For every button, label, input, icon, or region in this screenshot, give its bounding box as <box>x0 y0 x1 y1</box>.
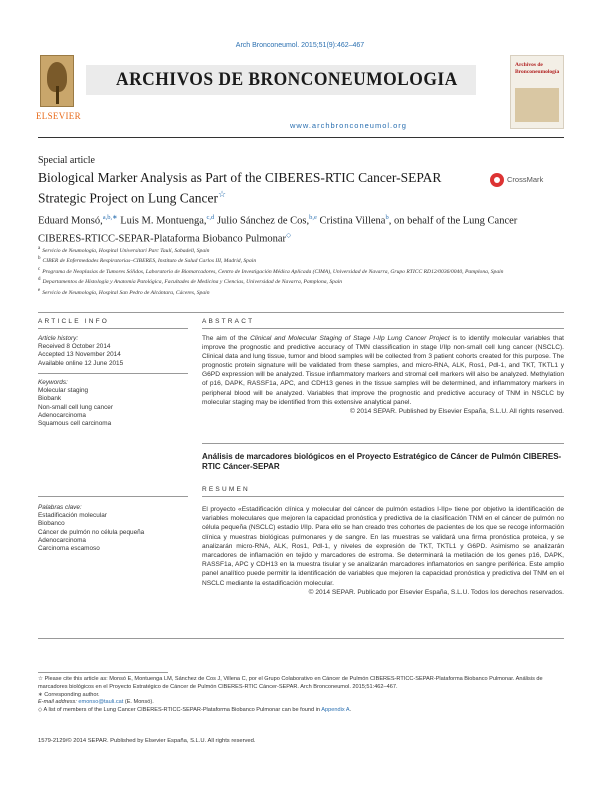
email-link[interactable]: emonso@tauli.cat <box>78 699 124 706</box>
affiliation-text: Programa de Neoplasias de Tumores Sólidos, Laboratorio de Biomarcadores, Centro de Investigación Médica Aplicada (CIMA), Universidad de Navarra, Grupo RTICC RD12/0036/0040, Pamplona, Spain <box>42 268 504 275</box>
article-info-heading: ARTICLE INFO <box>38 318 110 325</box>
keyword-item: Estadificación molecular <box>38 512 107 520</box>
resumen-body <box>202 505 564 597</box>
resumen-heading: RESUMEN <box>202 486 250 493</box>
author-list <box>38 211 564 246</box>
keyword-item: Adenocarcinoma <box>38 411 86 419</box>
crossmark-icon <box>490 173 504 187</box>
title-star-icon[interactable]: ☆ <box>217 189 227 199</box>
footnote-rule <box>38 672 168 673</box>
resumen-text: El proyecto «Estadificación clínica y molecular del cáncer de pulmón estadios I-IIp» tiene por objetivo la identificación de variables moleculares que mejoren la capacidad pronóstica y predictiva de la clasificación TNM en el cáncer de pulmón no célula pequeña (NSCLC) estadio I/IIp. Para ello se han creado tres cohortes de pacientes de los que se recoge información clínica y muestras biológicas pulmonares y de sangre. En las muestras se validará una firma pronóstica proteica, y se analizarán micro-RNA, ALK, Ros1, Pdl-1, y niveles de expresión de TKT, TKTL1 y G6PD. Asimismo se analizarán marcadores de inflamación en tejido y marcadores de estroma. Se determinará la metilación de los genes p16, DAPK, RASSF1a, APC y CDH13 en la muestra tisular y se analizarán marcadores inflamatorios en sangre periférica. Este amplio panel analítico puede permitir la identificación de variables que mejoren la capacidad pronóstica y predictiva del TNM en el NSCLC mediante la estadificación molecular. <box>202 506 564 587</box>
resumen-copyright: © 2014 SEPAR. Publicado por Elsevier España, S.L.U. Todos los derechos reservados. <box>308 588 564 596</box>
abstract-pre: The aim of the <box>202 335 251 342</box>
author-group: , on behalf of the Lung Cancer CIBERES-RTICC-SEPAR-Plataforma Biobanco Pulmonar <box>38 215 518 244</box>
author-name[interactable]: Cristina Villena <box>316 215 386 227</box>
affiliation-label: b <box>38 256 41 262</box>
author-affil-sup[interactable]: b,e <box>309 214 317 221</box>
spanish-keywords <box>38 504 188 553</box>
author-group-sup[interactable]: ◇ <box>286 231 292 239</box>
citation-line[interactable]: Arch Bronconeumol. 2015;51(9):462–467 <box>235 42 365 49</box>
affiliations <box>38 245 564 297</box>
abstract-divider <box>202 328 564 329</box>
article-type: Special article <box>38 155 95 166</box>
accepted-date: Accepted 13 November 2014 <box>38 351 121 359</box>
keyword-item: Adenocarcinoma <box>38 536 86 544</box>
article-title-text: Biological Marker Analysis as Part of the CIBERES-RTIC Cancer-SEPAR Strategic Project on Lung Cancer <box>38 170 442 206</box>
author-affil-sup[interactable]: c,d <box>206 214 215 221</box>
email-label: E-mail address: <box>38 699 79 706</box>
elsevier-tree-icon <box>40 55 74 107</box>
author-name[interactable]: Julio Sánchez de Cos, <box>214 215 310 227</box>
author-name[interactable]: Luis M. Montuenga, <box>117 215 207 227</box>
journal-url-link[interactable]: www.archbronconeumol.org <box>290 121 407 130</box>
keyword-item: Non-small cell lung cancer <box>38 403 113 411</box>
info-divider <box>38 328 188 329</box>
journal-masthead <box>38 53 564 133</box>
keyword-item: Biobank <box>38 395 62 403</box>
masthead-divider <box>38 137 564 138</box>
history-label: Article history: <box>38 335 79 342</box>
cover-image <box>515 88 559 122</box>
affiliation-label: e <box>38 287 41 293</box>
members-text: ◇ A list of members of the Lung Cancer CIBERES-RTICC-SEPAR-Plataforma Biobanco Pulmonar can be found in <box>38 707 322 714</box>
keywords <box>38 379 188 428</box>
affiliation-label: d <box>38 277 41 283</box>
issn-line: 1579-2129/© 2014 SEPAR. Published by Elsevier España, S.L.U. All rights reserved. <box>38 738 256 744</box>
abstract-body <box>202 334 564 416</box>
affiliation-text: Servicio de Neumología, Hospital Universitari Parc Taulí, Sabadell, Spain <box>42 247 210 254</box>
members-footnote <box>38 707 564 715</box>
elsevier-wordmark: ELSEVIER <box>36 111 81 121</box>
affiliation-item <box>38 287 564 297</box>
keyword-item: Cáncer de pulmón no célula pequeña <box>38 528 145 536</box>
author-name[interactable]: Eduard Monsó, <box>38 215 103 227</box>
online-date: Available online 12 June 2015 <box>38 359 124 367</box>
resumen-divider <box>202 496 564 497</box>
affiliation-label: a <box>38 246 41 251</box>
keyword-item: Molecular staging <box>38 387 89 395</box>
abstract-text: is to identify molecular variables that improve the prognostic and predictive accuracy of TMN classification in stage I/IIp non-small cell lung cancer (NSCLC). Clinical data and lung tissue, tumor and blood samples will be collected from 3 patient cohorts created for this purpose. The prognostic protein signature will be validated from these samples, and micro-RNA, ALK, Ros1, Pdl-1, and TKT, TKTL1 y G6PD expression will be analyzed. Tissue inflammatory markers and stromal cell markers will also be analyzed. Methylation of p16, DAPK, RASSF1a, APC, and CDH13 genes in the tissue samples will be determined, and inflammatory markers in peripheral blood will be analyzed. Variables that improve the prognostic and predictive accuracy of TNM in NSCLC by molecular staging may be identified from this extensive analytical panel. <box>202 335 564 406</box>
palabras-clave-label: Palabras clave: <box>38 504 82 511</box>
footnotes <box>38 676 564 715</box>
members-end: . <box>349 707 352 714</box>
affiliation-item <box>38 245 564 255</box>
email-suffix: (E. Monsó). <box>123 699 154 706</box>
body-end-divider <box>38 638 564 639</box>
section-divider <box>38 312 564 313</box>
affiliation-text: Departamentos de Histología y Anatomía Patológica, Facultades de Medicina y Ciencias, Universidad de Navarra, Pamplona, Spain <box>42 279 343 286</box>
keywords-label: Keywords: <box>38 379 68 386</box>
affiliation-item <box>38 266 564 276</box>
affiliation-item <box>38 255 564 265</box>
email-footnote <box>38 699 564 707</box>
article-history <box>38 335 188 368</box>
crossmark-badge[interactable] <box>490 172 564 190</box>
elsevier-logo[interactable] <box>36 53 81 123</box>
appendix-link[interactable]: Appendix A <box>321 707 350 714</box>
keyword-item: Carcinoma escamoso <box>38 545 100 553</box>
info-divider <box>38 373 188 374</box>
corresponding-footnote: ∗ Corresponding author. <box>38 691 100 698</box>
received-date: Received 8 October 2014 <box>38 343 111 351</box>
citation-footnote: ☆ Please cite this article as: Monsó E, Montuenga LM, Sánchez de Cos J, Villena C, por el Grupo Colaborativo en Cáncer de Pulmón CIBERES-RTICC-SEPAR-Plataforma Biobanco Pulmonar. Análisis de marcadores biológicos en el Proyecto Estratégico de Cáncer de Pulmón CIBERES-RTIC Cáncer-SEPAR. Arch Bronconeumol. 2015;51:462–467. <box>38 676 543 690</box>
article-title <box>38 169 468 207</box>
spanish-title: Análisis de marcadores biológicos en el Proyecto Estratégico de Cáncer de Pulmón CIBERES-RTIC Cáncer-SEPAR <box>202 452 562 471</box>
keyword-item: Squamous cell carcinoma <box>38 420 112 428</box>
crossmark-label: CrossMark <box>507 175 544 184</box>
affiliation-text: Servicio de Neumología, Hospital San Pedro de Alcántara, Cáceres, Spain <box>42 289 210 296</box>
author-affil-sup[interactable]: b <box>385 214 389 221</box>
keyword-item: Biobanco <box>38 520 65 528</box>
abstract-project-name: Clinical and Molecular Staging of Stage I-IIp Lung Cancer Project <box>250 335 450 342</box>
author-affil-sup[interactable]: a,b,∗ <box>102 214 118 221</box>
abstract-end-divider <box>202 443 564 444</box>
abstract-copyright: © 2014 SEPAR. Published by Elsevier España, S.L.U. All rights reserved. <box>349 407 564 415</box>
journal-cover-thumbnail[interactable] <box>510 55 564 129</box>
affiliation-label: c <box>38 266 41 272</box>
affiliation-text: CIBER de Enfermedades Respiratorias–CIBERES, Instituto de Salud Carlos III, Madrid, Spain <box>42 258 257 265</box>
abstract-heading: ABSTRACT <box>202 318 255 325</box>
affiliation-item <box>38 276 564 286</box>
palabras-divider <box>38 496 188 497</box>
journal-title: ARCHIVOS DE BRONCONEUMOLOGIA <box>116 69 458 90</box>
cover-title: Archivos de Bronconeumología <box>515 62 560 75</box>
